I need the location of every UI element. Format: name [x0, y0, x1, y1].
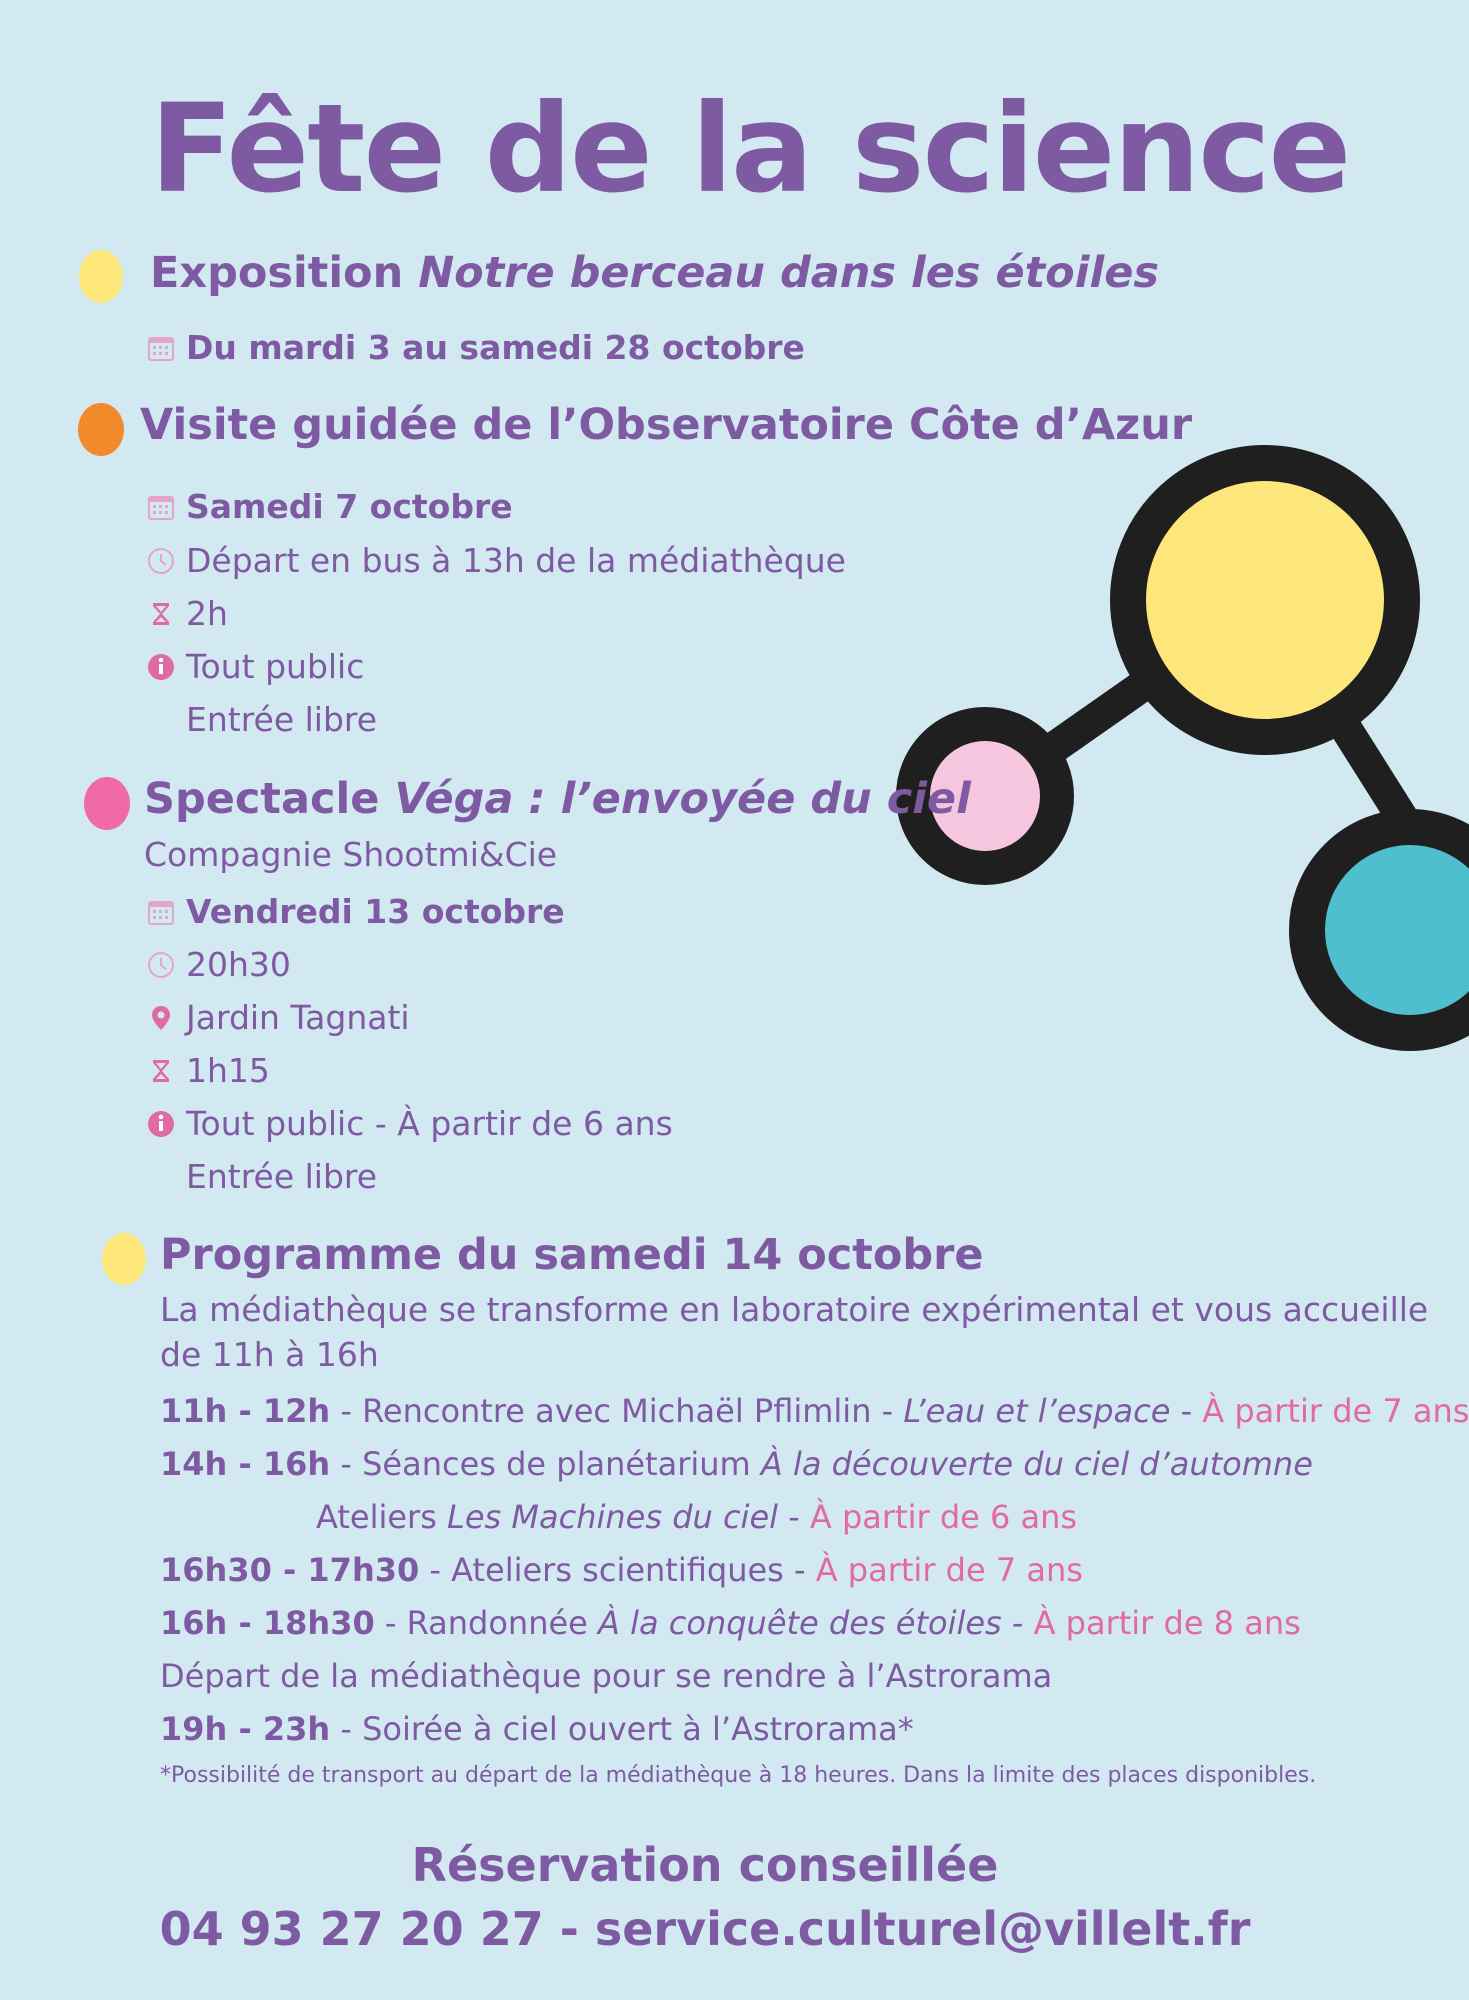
visite-date-row: [146, 487, 513, 526]
pink-bullet: [84, 777, 130, 830]
hourglass-icon: [146, 599, 176, 629]
schedule-item: Départ de la médiathèque pour se rendre à l’Astrorama: [160, 1657, 1053, 1695]
spectacle-entry: Entrée libre: [186, 1157, 378, 1196]
calendar-icon: [146, 897, 176, 927]
molecule-graphic: [880, 430, 1410, 1070]
spectacle-place: Jardin Tagnati: [186, 998, 410, 1037]
hourglass-icon: [146, 1056, 176, 1086]
spectacle-audience: Tout public - À partir de 6 ans: [186, 1104, 673, 1143]
visite-time-row: [146, 541, 846, 580]
spectacle-duration: 1h15: [186, 1051, 270, 1090]
spectacle-time: 20h30: [186, 945, 291, 984]
clock-icon: [146, 950, 176, 980]
info-icon: [146, 652, 176, 682]
visite-duration: 2h: [186, 594, 228, 633]
location-pin-icon: [146, 1003, 176, 1033]
spectacle-title: Véga : l’envoyée du ciel: [394, 774, 971, 824]
programme-intro-line2: de 11h à 16h: [160, 1335, 379, 1374]
visite-heading: Visite guidée de l’Observatoire Côte d’Azur: [140, 400, 1193, 450]
exposition-heading: Exposition Notre berceau dans les étoiles: [150, 248, 1159, 298]
visite-audience-row: [146, 647, 364, 686]
schedule-item: 16h - 18h30 - Randonnée À la conquête des étoiles - À partir de 8 ans: [160, 1604, 1301, 1642]
visite-duration-row: [146, 594, 228, 633]
spectacle-heading: Spectacle Véga : l’envoyée du ciel: [144, 774, 971, 824]
visite-audience: Tout public: [186, 647, 365, 686]
reservation-heading: Réservation conseillée: [411, 1838, 999, 1892]
spectacle-duration-row: [146, 1051, 270, 1090]
schedule-item: 16h30 - 17h30 - Ateliers scientifiques - À partir de 7 ans: [160, 1551, 1083, 1589]
visite-time: Départ en bus à 13h de la médiathèque: [186, 541, 846, 580]
calendar-icon: [146, 492, 176, 522]
schedule-item: 11h - 12h - Rencontre avec Michaël Pflimlin - L’eau et l’espace - À partir de 7 ans: [160, 1392, 1469, 1430]
yellow-bullet: [79, 250, 123, 303]
spectacle-audience-row: [146, 1104, 673, 1143]
spectacle-company: Compagnie Shootmi&Cie: [144, 835, 558, 874]
programme-intro-line1: La médiathèque se transforme en laboratoire expérimental et vous accueille: [160, 1290, 1429, 1329]
page-title: Fête de la science: [150, 78, 1350, 220]
visite-entry: Entrée libre: [186, 700, 378, 739]
clock-icon: [146, 546, 176, 576]
yellow-bullet: [102, 1233, 146, 1285]
calendar-icon: [146, 333, 176, 363]
orange-bullet: [78, 403, 124, 456]
exposition-title: Notre berceau dans les étoiles: [418, 248, 1159, 298]
visite-date: Samedi 7 octobre: [186, 487, 513, 526]
schedule-item: 19h - 23h - Soirée à ciel ouvert à l’Astrorama*: [160, 1710, 914, 1748]
programme-heading: Programme du samedi 14 octobre: [160, 1230, 984, 1280]
schedule-item: Ateliers Les Machines du ciel - À partir de 6 ans: [316, 1498, 1078, 1536]
spectacle-date: Vendredi 13 octobre: [186, 892, 565, 931]
info-icon: [146, 1109, 176, 1139]
transport-note: *Possibilité de transport au départ de la médiathèque à 18 heures. Dans la limite des places disponibles.: [160, 1763, 1317, 1788]
schedule-item: 14h - 16h - Séances de planétarium À la découverte du ciel d’automne: [160, 1445, 1313, 1483]
contact-line: 04 93 27 20 27 - service.culturel@villelt.fr: [159, 1902, 1251, 1956]
spectacle-date-row: [146, 892, 565, 931]
spectacle-time-row: [146, 945, 291, 984]
spectacle-place-row: [146, 998, 410, 1037]
exposition-date-row: [146, 328, 805, 367]
exposition-date: Du mardi 3 au samedi 28 octobre: [186, 328, 805, 367]
